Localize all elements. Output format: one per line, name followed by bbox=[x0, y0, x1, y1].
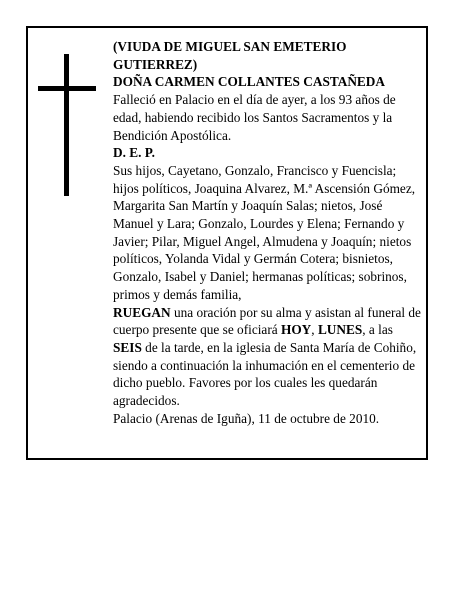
place-date: Palacio (Arenas de Iguña), 11 de octubre de 2010. bbox=[113, 410, 380, 426]
family-list: Sus hijos, Cayetano, Gonzalo, Francisco y Fuencisla; hijos políticos, Joaquina Alvarez, M.ª Ascensión Gómez, Margarita San Martín y Joaquín Salas; nietos, José Manuel y Lara; Gonzalo, Lourdes y Elena; Fernando y Javier; Pilar, Miguel Angel, Almudena y Joaquín; nietos políticos, Yolanda Vidal y Germán Cotera; bisnietos, Gonzalo, Isabel y Daniel; hermanas políticas; sobrinos, primos y demás familia, bbox=[113, 162, 416, 302]
cross-icon-horizontal-bar bbox=[38, 86, 96, 91]
request-text-3: de la tarde, en la iglesia de Santa María de Cohiño, siendo a continuación la inhumación en el cementerio de dicho pueblo. Favores por los cuales les quedarán agradecidos. bbox=[113, 339, 417, 409]
day-monday: LUNES bbox=[317, 322, 363, 338]
hour-six: SEIS bbox=[113, 339, 142, 355]
day-today: HOY bbox=[280, 322, 312, 338]
funeral-request bbox=[113, 304, 421, 410]
request-text-2: , a las bbox=[362, 322, 393, 338]
request-text-1: una oración por su alma y asistan al funeral de cuerpo presente que se oficiará bbox=[113, 304, 421, 338]
request-verb: RUEGAN bbox=[113, 304, 171, 320]
request-comma: , bbox=[311, 322, 318, 338]
deceased-name: DOÑA CARMEN COLLANTES CASTAÑEDA bbox=[113, 74, 386, 90]
cross-icon-vertical-bar bbox=[64, 54, 69, 196]
obituary-text bbox=[113, 38, 421, 427]
widow-heading: (VIUDA DE MIGUEL SAN EMETERIO GUTIERREZ) bbox=[113, 39, 347, 72]
rip-line: D. E. P. bbox=[113, 145, 155, 161]
death-announcement: Falleció en Palacio en el día de ayer, a los 93 años de edad, habiendo recibido los Santos Sacramentos y la Bendición Apostólica. bbox=[113, 92, 396, 143]
